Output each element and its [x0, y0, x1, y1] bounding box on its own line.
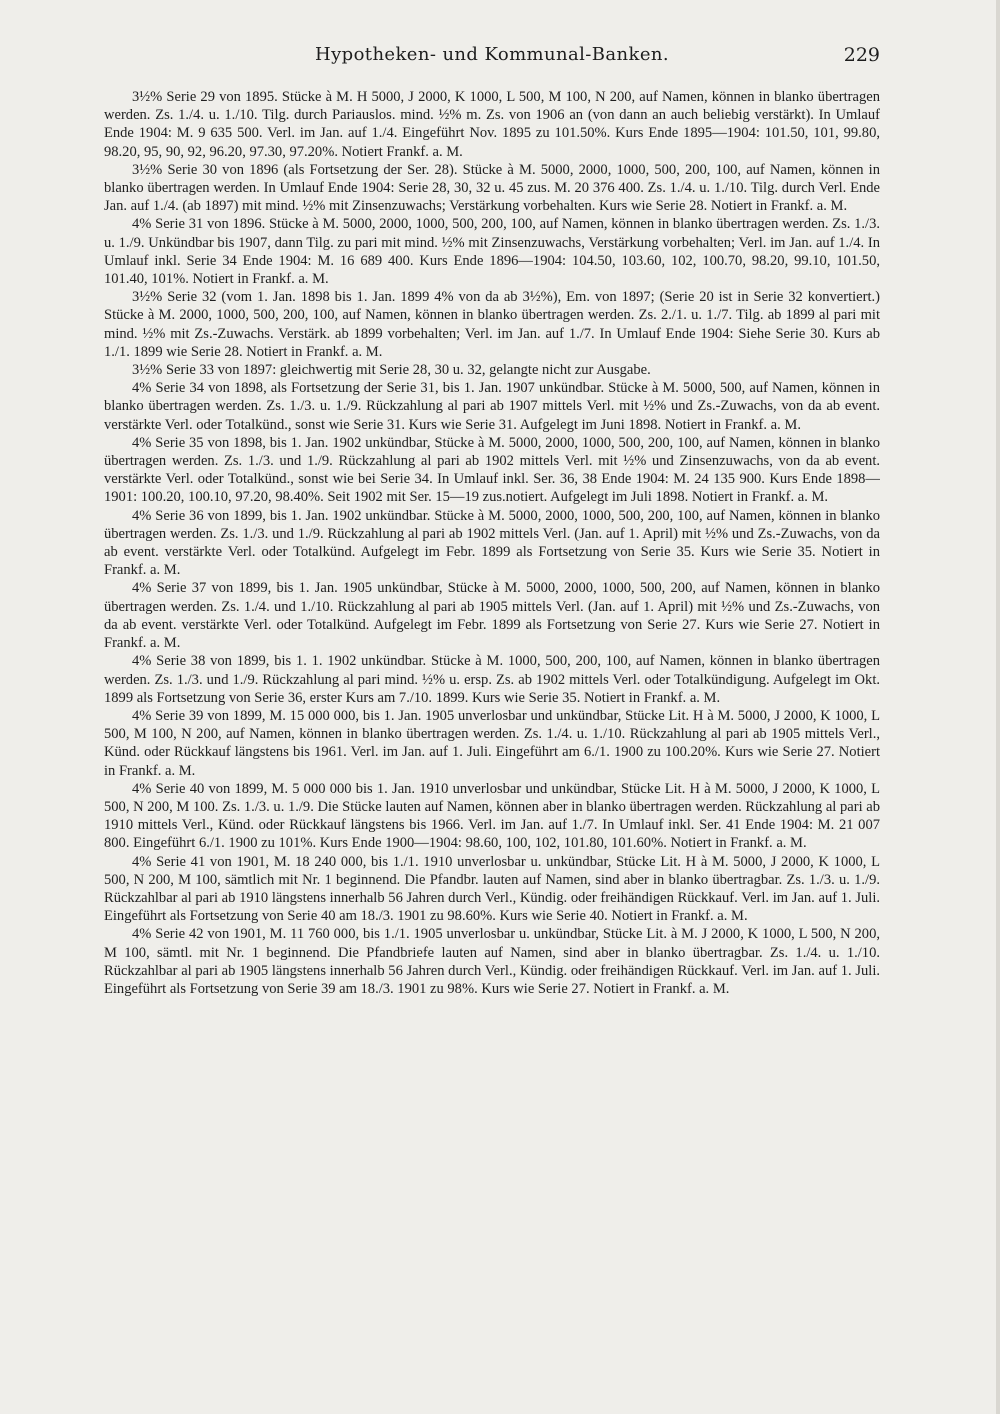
paragraph-serie-32: 3½% Serie 32 (vom 1. Jan. 1898 bis 1. Jan. 1899 4% von da ab 3½%), Em. von 1897; (Serie 20 ist in Serie 32 konvertiert.) Stücke à M. 2000, 1000, 500, 200, 100, auf Namen, können in blanko übertragen werden. Zs. 2./1. u. 1./7. Tilg. ab 1899 al pari mit mind. ½% mit Zs.-Zuwachs. Verstärk. ab 1899 vorbehalten; Verl. im Jan. auf 1./7. In Umlauf Ende 1904: Siehe Serie 30. Kurs ab 1./1. 1899 wie Serie 28. Notiert in Frankf. a. M. — [104, 289, 880, 360]
body-text — [104, 88, 880, 1378]
paragraph-serie-30: 3½% Serie 30 von 1896 (als Fortsetzung der Ser. 28). Stücke à M. 5000, 2000, 1000, 500, 200, 100, auf Namen, können in blanko übertragen werden. In Umlauf Ende 1904: Serie 28, 30, 32 u. 45 zus. M. 20 376 400. Zs. 1./4. u. 1./10. Tilg. durch Verl. Ende Jan. auf 1./4. (ab 1897) mit mind. ½% mit Zinsenzuwachs; Verstärkung vorbehalten. Kurs wie Serie 28. Notiert in Frankf. a. M. — [104, 161, 880, 215]
page-header — [104, 44, 880, 74]
running-head: Hypotheken- und Kommunal-Banken. — [314, 44, 669, 65]
page-edge — [996, 0, 1000, 1414]
paragraph-serie-33: 3½% Serie 33 von 1897: gleichwertig mit Serie 28, 30 u. 32, gelangte nicht zur Ausgabe. — [132, 362, 651, 379]
paragraph-serie-34: 4% Serie 34 von 1898, als Fortsetzung der Serie 31, bis 1. Jan. 1907 unkündbar. Stücke à M. 5000, 500, auf Namen, können in blanko übertragen werden. Zs. 1./3. u. 1./9. Rückzahlung al pari ab 1907 mittels Verl. mit ½% und Zs.-Zuwachs, von da ab event. verstärkte Verl. oder Totalkünd., sonst wie Serie 31. Kurs wie Serie 31. Aufgelegt im Juni 1898. Notiert in Frankf. a. M. — [104, 380, 880, 433]
paragraph-serie-35: 4% Serie 35 von 1898, bis 1. Jan. 1902 unkündbar, Stücke à M. 5000, 2000, 1000, 500, 200, 100, auf Namen, können in blanko übertragen werden. Zs. 1./3. und 1./9. Rückzahlung al pari ab 1902 mittels Verl. mit ½% und Zinsenzuwachs, von da ab event. verstärkte Verl. oder Totalkünd., sonst wie bei Serie 34. In Umlauf inkl. Ser. 36, 38 Ende 1904: M. 24 135 900. Kurs Ende 1898—1901: 100.20, 100.10, 97.20, 98.40%. Seit 1902 mit Ser. 15—19 zus.notiert. Aufgelegt im Juli 1898. Notiert in Frankf. a. M. — [104, 434, 880, 506]
paragraph-serie-36: 4% Serie 36 von 1899, bis 1. Jan. 1902 unkündbar. Stücke à M. 5000, 2000, 1000, 500, 200, 100, auf Namen, können in blanko übertragen werden. Zs. 1./3. und 1./9. Rückzahlung al pari ab 1902 mittels Verl. (Jan. auf 1. April) mit ½% und Zs.-Zuwachs, von da ab event. verstärkte Verl. oder Totalkünd. Aufgelegt im Febr. 1899 als Fortsetzung von Serie 35. Kurs wie Serie 35. Notiert in Frankf. a. M. — [104, 507, 880, 579]
paragraph-serie-31: 4% Serie 31 von 1896. Stücke à M. 5000, 2000, 1000, 500, 200, 100, auf Namen, können in blanko übertragen werden. Zs. 1./3. u. 1./9. Unkündbar bis 1907, dann Tilg. zu pari mit mind. ½% mit Zinsenzuwachs, Verstärkung vorbehalten; Verl. im Jan. auf 1./4. In Umlauf inkl. Serie 34 Ende 1904: M. 16 689 400. Kurs Ende 1896—1904: 104.50, 103.60, 102, 100.70, 98.20, 99.10, 101.50, 101.40, 101%. Notiert in Frankf. a. M. — [104, 216, 880, 288]
paragraph-serie-41: 4% Serie 41 von 1901, M. 18 240 000, bis 1./1. 1910 unverlosbar u. unkündbar, Stücke Lit. H à M. 5000, J 2000, K 1000, L 500, N 200, M 100, sämtlich mit Nr. 1 beginnend. Die Pfandbr. lauten auf Namen, sind aber in blanko übertragbar. Zs. 1./3. u. 1./9. Rückzahlbar al pari ab 1910 längstens innerhalb 56 Jahren durch Verl., Kündig. oder freihändigen Rückkauf. Verl. im Jan. auf 1. Juli. Eingeführt als Fortsetzung von Serie 40 am 18./3. 1901 zu 98.60%. Kurs wie Serie 40. Notiert in Frankf. a. M. — [104, 853, 880, 925]
paragraph-serie-37: 4% Serie 37 von 1899, bis 1. Jan. 1905 unkündbar, Stücke à M. 5000, 2000, 1000, 500, 200, auf Namen, können in blanko übertragen werden. Zs. 1./4. und 1./10. Rückzahlung al pari ab 1905 mittels Verl. (Jan. auf 1. April) mit ½% und Zs.-Zuwachs, von da ab event. verstärkte Verl. oder Totalkünd. Aufgelegt im Febr. 1899 als Fortsetzung von Serie 27. Kurs wie Serie 27. Notiert in Frankf. a. M. — [104, 580, 880, 652]
paragraph-serie-39: 4% Serie 39 von 1899, M. 15 000 000, bis 1. Jan. 1905 unverlosbar und unkündbar, Stücke Lit. H à M. 5000, J 2000, K 1000, L 500, M 100, N 200, auf Namen, können in blanko übertragen werden. Zs. 1./4. u. 1./10. Rückzahlung al pari ab 1905 mittels Verl., Künd. oder Rückkauf längstens bis 1961. Verl. im Jan. auf 1. Juli. Eingeführt am 6./1. 1900 zu 100.20%. Kurs wie Serie 27. Notiert in Frankf. a. M. — [104, 707, 880, 779]
paragraph-serie-38: 4% Serie 38 von 1899, bis 1. 1. 1902 unkündbar. Stücke à M. 1000, 500, 200, 100, auf Namen, können in blanko übertragen werden. Zs. 1./3. und 1./9. Rückzahlung al pari mind. ½% u. ersp. Zs. ab 1902 mittels Verl. oder Totalkündigung. Aufgelegt im Okt. 1899 als Fortsetzung von Serie 36, erster Kurs am 7./10. 1899. Kurs wie Serie 35. Notiert in Frankf. a. M. — [104, 653, 880, 706]
paragraph-serie-29: 3½% Serie 29 von 1895. Stücke à M. H 5000, J 2000, K 1000, L 500, M 100, N 200, auf Namen, können in blanko übertragen werden. Zs. 1./4. u. 1./10. Tilg. durch Pariauslos. mind. ½% m. Zs. von 1906 an (von dann an auch beliebig verstärkt). In Umlauf Ende 1904: M. 9 635 500. Verl. im Jan. auf 1./4. Eingeführt Nov. 1895 zu 101.50%. Kurs Ende 1895—1904: 101.50, 101, 99.80, 98.20, 95, 90, 92, 96.20, 97.30, 97.20%. Notiert Frankf. a. M. — [104, 89, 880, 160]
paragraph-serie-42: 4% Serie 42 von 1901, M. 11 760 000, bis 1./1. 1905 unverlosbar u. unkündbar, Stücke Lit. à M. J 2000, K 1000, L 500, N 200, M 100, sämtl. mit Nr. 1 beginnend. Die Pfandbriefe lauten auf Namen, sind aber in blanko übertragbar. Zs. 1./4. u. 1./10. Rückzahlbar al pari ab 1905 längstens innerhalb 56 Jahren durch Verl., Kündig. oder freihändigen Rückkauf. Verl. im Jan. auf 1. Juli. Eingeführt als Fortsetzung von Serie 39 am 18./3. 1901 zu 98%. Kurs wie Serie 27. Notiert in Frankf. a. M. — [104, 926, 880, 997]
paragraph-serie-40: 4% Serie 40 von 1899, M. 5 000 000 bis 1. Jan. 1910 unverlosbar und unkündbar, Stücke Lit. H à M. 5000, J 2000, K 1000, L 500, N 200, M 100. Zs. 1./3. u. 1./9. Die Stücke lauten auf Namen, können aber in blanko übertragen werden. Rückzahlung al pari ab 1910 mittels Verl., Künd. oder Rückkauf längstens bis 1966. Verl. im Jan. auf 1./7. In Umlauf inkl. Ser. 41 Ende 1904: M. 21 007 800. Eingeführt 6./1. 1900 zu 101%. Kurs Ende 1900—1904: 98.60, 100, 102, 101.80, 101.60%. Notiert in Frankf. a. M. — [104, 780, 880, 852]
page-number: 229 — [843, 44, 880, 66]
